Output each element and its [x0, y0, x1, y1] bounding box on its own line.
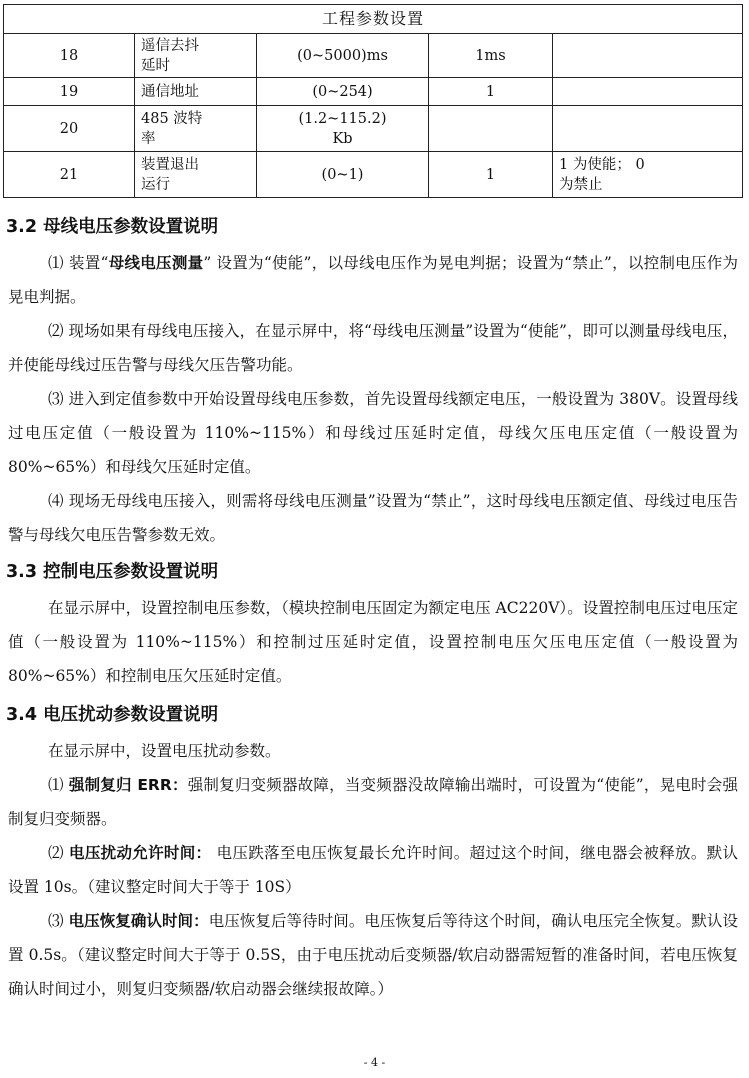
- cell-no: 19: [4, 78, 135, 106]
- cell-name-line2: 率: [141, 130, 156, 147]
- s32-paragraph-2: ⑵ 现场如果有母线电压接入，在显示屏中，将“母线电压测量”设置为“使能”，即可以测量母线电压，并使能母线过压告警与母线欠压告警功能。: [8, 322, 738, 374]
- s34-p2-prefix: ⑵: [48, 844, 70, 862]
- s32-paragraph-4: ⑷ 现场无母线电压接入，则需将母线电压测量”设置为“禁止”，这时母线电压额定值、母线过电压告警与母线欠电压告警参数无效。: [8, 492, 738, 544]
- cell-name-line2: 运行: [141, 176, 170, 193]
- engineering-params-table: [3, 4, 743, 198]
- table-header-row: [4, 5, 743, 34]
- cell-name: [135, 106, 257, 152]
- s34-paragraph-1: [8, 768, 738, 836]
- s34-paragraph-0: 在显示屏中，设置电压扰动参数。: [48, 742, 281, 760]
- cell-note-line2: 为禁止: [559, 176, 603, 193]
- cell-range: [257, 34, 429, 78]
- cell-name: [135, 34, 257, 78]
- cell-range: [257, 106, 429, 152]
- cell-no: 21: [4, 152, 135, 198]
- s32-p1-bold: 母线电压测量: [108, 254, 204, 272]
- s34-p2-bold: 电压扰动允许时间：: [69, 844, 212, 862]
- cell-default: [429, 106, 553, 152]
- cell-default: 1: [429, 152, 553, 198]
- table-row: [4, 34, 743, 78]
- cell-no: 20: [4, 106, 135, 152]
- s34-p1-prefix: ⑴: [48, 776, 69, 794]
- table-title: 工程参数设置: [4, 5, 743, 34]
- cell-name: 通信地址: [135, 78, 257, 106]
- cell-note: [553, 78, 743, 106]
- cell-default: 1: [429, 78, 553, 106]
- s32-paragraph-3: ⑶ 进入到定值参数中开始设置母线电压参数，首先设置母线额定电压，一般设置为 380V。设置母线过电压定值（一般设置为 110%~115%）和母线过压延时定值，母线欠压电压定值（一般设置为 80%~65%）和母线欠压延时定值。: [8, 390, 738, 476]
- cell-note: [553, 34, 743, 78]
- s34-paragraph-3: [8, 904, 738, 1006]
- cell-range-line1: (0~5000)ms: [297, 47, 388, 64]
- s34-p3-prefix: ⑶: [48, 912, 69, 930]
- table-row: [4, 106, 743, 152]
- cell-range: (0~254): [257, 78, 429, 106]
- cell-range: (0~1): [257, 152, 429, 198]
- section-title-3-4: 3.4 电压扰动参数设置说明: [6, 705, 219, 725]
- table-row: [4, 78, 743, 106]
- s34-p2-suffix: 电压跌落至电压恢复最长允许时间。超过这个时间，继电器会被释放。默认设置 10s。（建议整定时间大于等于 10S）: [8, 844, 738, 896]
- s34-paragraph-2: [8, 836, 738, 904]
- section-title-3-3: 3.3 控制电压参数设置说明: [6, 562, 219, 582]
- cell-note-line1: 1 为使能； 0: [559, 156, 645, 173]
- page-number: - 4 -: [363, 1056, 386, 1069]
- cell-no: 18: [4, 34, 135, 78]
- cell-name: [135, 152, 257, 198]
- table-row: [4, 152, 743, 198]
- s32-p1-suffix: ” 设置为“使能”，以母线电压作为晃电判据；设置为“禁止”，以控制电压作为晃电判据。: [8, 254, 738, 306]
- cell-name-line2: 延时: [141, 57, 170, 74]
- s33-paragraph-1: 在显示屏中，设置控制电压参数，（模块控制电压固定为额定电压 AC220V）。设置控制电压过电压定值（一般设置为 110%~115%）和控制过压延时定值，设置控制电压欠压电压定值（一般设置为 80%~65%）和控制电压欠压延时定值。: [8, 599, 738, 685]
- s34-p1-bold: 强制复归 ERR：: [68, 776, 188, 794]
- cell-range-line2: Kb: [332, 130, 353, 147]
- cell-name-line1: 装置退出: [141, 156, 199, 173]
- cell-name-line1: 遥信去抖: [141, 37, 199, 54]
- s34-p3-suffix: 电压恢复后等待时间。电压恢复后等待这个时间，确认电压完全恢复。默认设置 0.5s。（建议整定时间大于等于 0.5S，由于电压扰动后变频器/软启动器需短暂的准备时间，若电压恢复确认时间过小，则复归变频器/软启动器会继续报故障。）: [8, 912, 738, 998]
- s34-p1-suffix: 强制复归变频器故障，当变频器没故障输出端时，可设置为“使能”，晃电时会强制复归变频器。: [8, 776, 738, 828]
- cell-default: 1ms: [429, 34, 553, 78]
- s32-paragraph-1: [8, 246, 738, 314]
- s32-p1-prefix: ⑴ 装置“: [48, 254, 109, 272]
- section-title-3-2: 3.2 母线电压参数设置说明: [6, 217, 219, 237]
- cell-note: [553, 152, 743, 198]
- s34-p3-bold: 电压恢复确认时间：: [68, 912, 209, 930]
- cell-range-line1: (1.2~115.2): [298, 110, 387, 127]
- cell-note: [553, 106, 743, 152]
- cell-name-line1: 485 波特: [141, 110, 203, 127]
